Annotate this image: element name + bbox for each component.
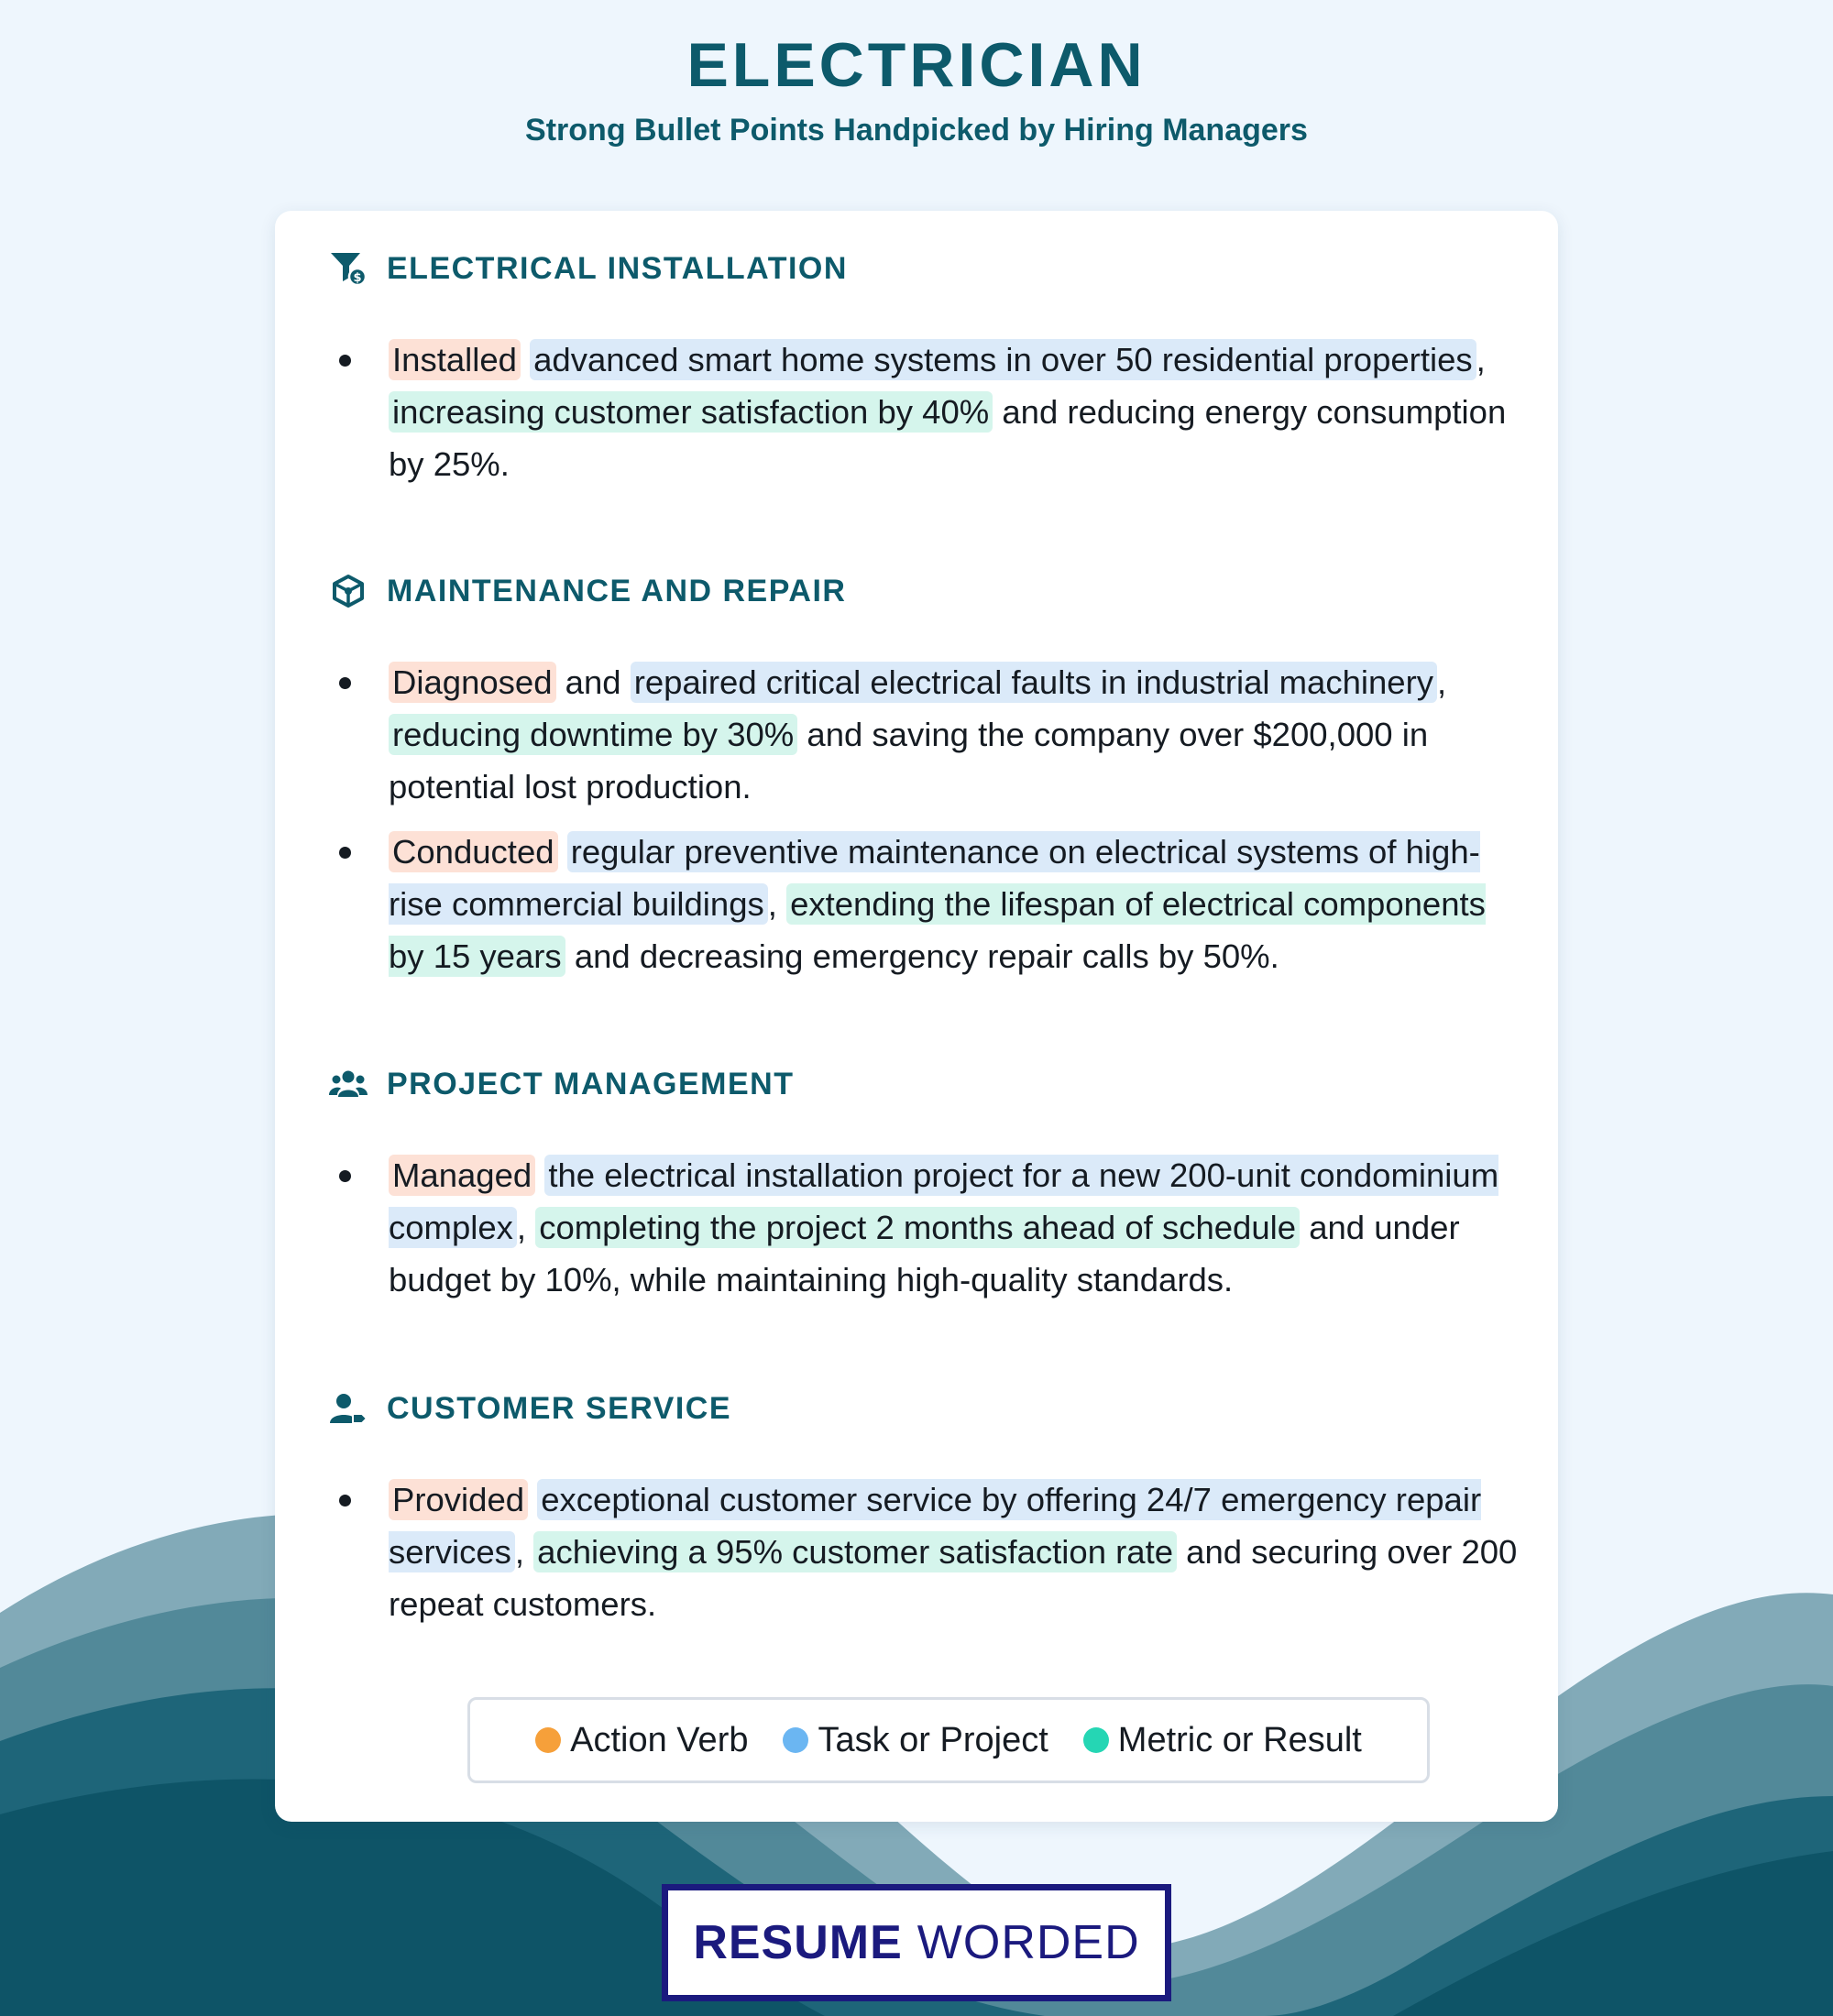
text-connector (521, 341, 530, 378)
legend-item-task (783, 1721, 1048, 1760)
text-connector (558, 833, 567, 871)
section-maintenance-repair (328, 568, 1520, 995)
bullet-rest-text: and decreasing emergency repair calls by 50%. (565, 937, 1279, 975)
section-title: ELECTRICAL INSTALLATION (387, 250, 848, 286)
svg-text:$: $ (353, 271, 362, 285)
text-connector (528, 1481, 537, 1518)
section-title: CUSTOMER SERVICE (387, 1390, 732, 1426)
legend-dot (783, 1727, 808, 1753)
text-connector: , (514, 1533, 534, 1571)
action-verb-highlight: Conducted (389, 831, 558, 872)
users-group-icon (328, 1064, 368, 1104)
legend-label: Action Verb (570, 1720, 749, 1759)
page-subtitle: Strong Bullet Points Handpicked by Hiring Managers (525, 113, 1308, 148)
bullet-rest-text: and securing over 200 repeat customers. (389, 1533, 1518, 1623)
action-verb-highlight: Managed (389, 1155, 535, 1196)
section-header (328, 568, 1520, 614)
bullet-list (328, 656, 1520, 982)
bullet-list (328, 1474, 1520, 1630)
bullet-list (328, 1149, 1520, 1306)
legend-item-action-verb (535, 1721, 748, 1760)
text-connector: , (1437, 663, 1447, 701)
task-highlight: exceptional customer service by offering 24/7 emergency repair services (389, 1481, 1482, 1571)
bullet-rest-text: and under budget by 10%, while maintaining high-quality standards. (389, 1209, 1460, 1298)
action-verb-highlight: Diagnosed (389, 662, 556, 703)
bullet-points-card (275, 211, 1558, 1822)
action-verb-highlight: Installed (389, 339, 521, 380)
logo-text-light: WORDED (916, 1916, 1140, 1969)
legend-label: Metric or Result (1117, 1720, 1362, 1759)
section-title: PROJECT MANAGEMENT (387, 1066, 795, 1101)
task-highlight: repaired critical electrical faults in industrial machinery (631, 662, 1437, 703)
text-connector: , (516, 1209, 536, 1246)
legend-label: Task or Project (818, 1720, 1048, 1759)
funnel-dollar-icon (328, 248, 368, 289)
section-project-management (328, 1061, 1520, 1319)
bullet-rest-text: and reducing energy consumption by 25%. (389, 393, 1507, 483)
legend-dot (535, 1727, 561, 1753)
task-highlight: regular preventive maintenance on electrical systems of high-rise commercial buildings (389, 833, 1480, 923)
task-highlight: the electrical installation project for a new 200-unit condominium complex (389, 1156, 1499, 1246)
text-connector: and (555, 663, 631, 701)
metric-highlight: extending the lifespan of electrical components by 15 years (389, 885, 1486, 975)
legend-item-metric (1083, 1721, 1362, 1760)
logo-text-bold: RESUME (693, 1916, 903, 1969)
metric-highlight: reducing downtime by 30% (389, 714, 797, 755)
section-header (328, 1386, 1520, 1431)
section-title: MAINTENANCE AND REPAIR (387, 573, 847, 608)
metric-highlight: achieving a 95% customer satisfaction rate (533, 1531, 1177, 1572)
metric-highlight: completing the project 2 months ahead of schedule (535, 1207, 1300, 1248)
bullet-point (328, 334, 1520, 490)
page-header (0, 0, 1833, 150)
page-title: ELECTRICIAN (686, 30, 1147, 100)
task-highlight: advanced smart home systems in over 50 residential properties (530, 339, 1476, 380)
legend-dot (1083, 1727, 1109, 1753)
bullet-rest-text: and saving the company over $200,000 in potential lost production. (389, 716, 1429, 805)
section-electrical-installation (328, 246, 1520, 503)
user-support-icon (328, 1388, 368, 1429)
bullet-list (328, 334, 1520, 490)
text-connector: , (767, 885, 787, 923)
cube-network-icon (328, 571, 368, 611)
highlight-legend (467, 1697, 1430, 1783)
section-header (328, 1061, 1520, 1107)
action-verb-highlight: Provided (389, 1479, 528, 1520)
section-header (328, 246, 1520, 291)
bullet-point (328, 1149, 1520, 1306)
bullet-point (328, 826, 1520, 982)
bullet-point (328, 656, 1520, 813)
resume-worded-logo (662, 1884, 1171, 2001)
text-connector: , (1476, 341, 1486, 378)
metric-highlight: increasing customer satisfaction by 40% (389, 391, 993, 433)
text-connector (535, 1156, 544, 1194)
section-customer-service (328, 1386, 1520, 1643)
bullet-point (328, 1474, 1520, 1630)
